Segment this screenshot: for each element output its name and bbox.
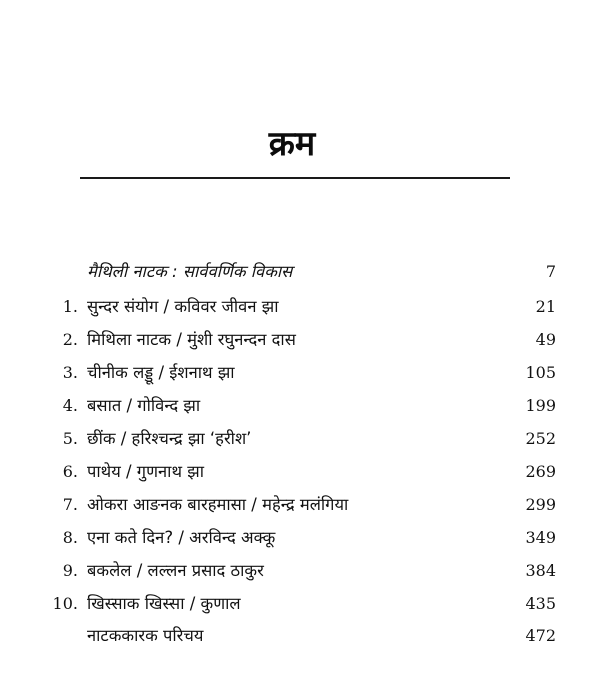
toc-entry-page: 349 <box>525 528 556 547</box>
toc-entry-page: 435 <box>525 594 556 613</box>
toc-entry-page: 269 <box>525 462 556 481</box>
toc-entry-page: 105 <box>525 363 556 382</box>
toc-entry-page: 299 <box>525 495 556 514</box>
toc-intro-row <box>0 255 600 289</box>
toc-entry-page: 384 <box>525 561 556 580</box>
toc-entry-title: चीनीक लड्डू / ईशनाथ झा <box>87 363 235 382</box>
toc-entry-title: बसात / गोविन्द झा <box>87 396 201 415</box>
toc-entry-number: 2. <box>62 330 78 349</box>
toc-entry-number: 8. <box>62 528 78 547</box>
toc-entry-number: 10. <box>52 594 78 613</box>
toc-entry-title: पाथेय / गुणनाथ झा <box>87 462 204 481</box>
toc-entry <box>0 554 600 588</box>
toc-entry <box>0 422 600 456</box>
toc-entry-title: सुन्दर संयोग / कविवर जीवन झा <box>87 297 279 316</box>
toc-entry-page: 199 <box>525 396 556 415</box>
toc-closing-row <box>0 619 600 653</box>
toc-entry-number: 9. <box>62 561 78 580</box>
toc-entry <box>0 290 600 324</box>
toc-entry <box>0 587 600 621</box>
toc-entry-page: 49 <box>535 330 556 349</box>
toc-closing-title: नाटककारक परिचय <box>87 626 204 645</box>
toc-entry-number: 3. <box>62 363 78 382</box>
toc-entry-title: एना कते दिन? / अरविन्द अक्कू <box>87 528 276 547</box>
toc-entry-title: मिथिला नाटक / मुंशी रघुनन्दन दास <box>87 330 296 349</box>
toc-entry-title: ओकरा आङनक बारहमासा / महेन्द्र मलंगिया <box>87 495 349 514</box>
toc-entry-title: बकलेल / लल्लन प्रसाद ठाकुर <box>87 561 264 580</box>
toc-entry-page: 21 <box>535 297 556 316</box>
toc-entry-number: 6. <box>62 462 78 481</box>
toc-entry <box>0 323 600 357</box>
toc-entry <box>0 488 600 522</box>
toc-intro-title: मैथिली नाटक : सार्ववर्णिक विकास <box>87 262 293 281</box>
toc-entry <box>0 521 600 555</box>
toc-entry <box>0 455 600 489</box>
toc-entry <box>0 356 600 390</box>
toc-entry-title: खिस्साक खिस्सा / कुणाल <box>87 594 241 613</box>
toc-entry-title: छींक / हरिश्चन्द्र झा ‘हरीश’ <box>87 429 252 448</box>
toc-entry <box>0 389 600 423</box>
toc-entry-number: 1. <box>62 297 78 316</box>
heading-rule <box>80 177 510 179</box>
toc-closing-page: 472 <box>525 626 556 645</box>
toc-intro-page: 7 <box>545 262 556 281</box>
toc-entry-number: 5. <box>62 429 78 448</box>
toc-entry-number: 4. <box>62 396 78 415</box>
contents-heading: क्रम <box>268 124 316 164</box>
toc-entry-page: 252 <box>525 429 556 448</box>
toc-entry-number: 7. <box>62 495 78 514</box>
